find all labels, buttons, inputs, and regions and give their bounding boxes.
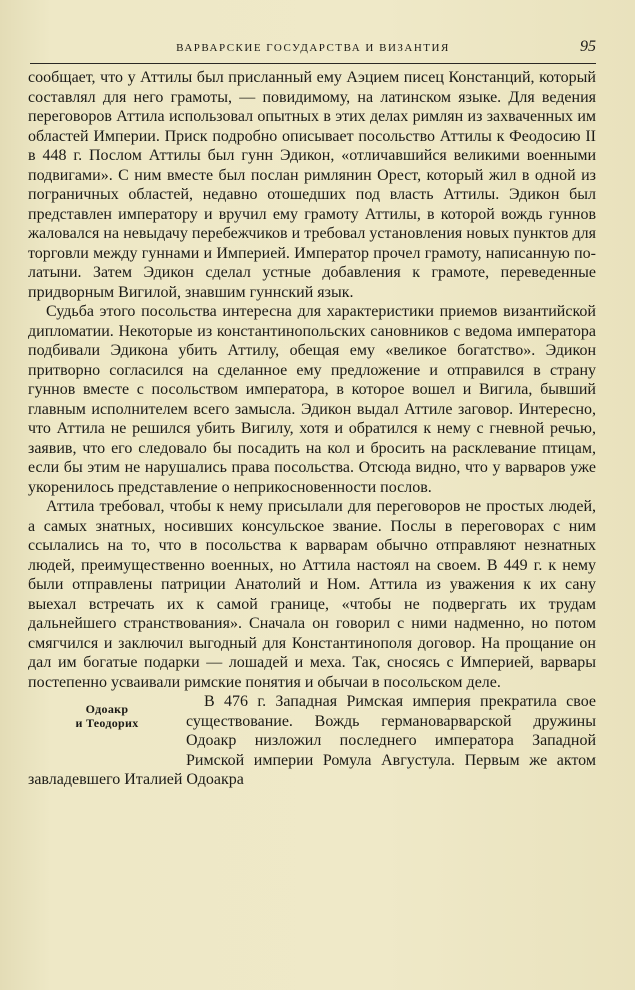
- body-text: [28, 68, 596, 790]
- margin-heading-line-1: Одоакр: [85, 702, 129, 716]
- margin-heading: [28, 692, 186, 762]
- paragraph-2: Судьба этого посольства интересна для характеристики приемов византийской дипломатии. Некоторые из константинопольских сановников с ведома императора подбивали Эдикона убить Аттилу, обещая ему «великое богатство». Эдикон притворно согласился на сделанное ему предложение и отправился в страну гуннов вместе с посольством императора, в которое вошел и Вигила, бывший главным исполнителем всего замысла. Эдикон выдал Аттиле заговор. Интересно, что Аттила не решился убить Вигилу, хотя и обратился к нему с гневной речью, заявив, что его следовало бы посадить на кол и бросить на расклевание птицам, если бы этим не нарушались права посольства. Отсюда видно, что у варваров уже укоренилось представление о неприкосновенности послов.: [28, 303, 596, 496]
- running-title: ВАРВАРСКИЕ ГОСУДАРСТВА И ВИЗАНТИЯ: [176, 42, 450, 54]
- page-header: [30, 40, 596, 60]
- section-block: [28, 692, 596, 790]
- header-rule: [30, 63, 596, 64]
- page-number: 95: [580, 38, 596, 55]
- margin-heading-line-2: и Теодорих: [75, 716, 139, 730]
- paragraph-1: сообщает, что у Аттилы был присланный ему Аэцием писец Констанций, который составлял для него грамоты, — повидимому, на латинском языке. Для ведения переговоров Аттила использовал опытных в этих делах римлян из захваченных им областей Империи. Приск подробно описывает посольство Аттилы к Феодосию II в 448 г. Послом Аттилы был гунн Эдикон, «отличавшийся великими военными подвигами». С ним вместе был послан римлянин Орест, который жил в одной из пограничных областей, недавно отошедших под власть Аттилы. Эдикон был представлен императору и вручил ему грамоту Аттилы, в которой вождь гуннов жаловался на невыдачу перебежчиков и требовал установления новых пунктов для торговли между гуннами и Империей. Император прочел грамоту, написанную по-латыни. Затем Эдикон сделал устные добавления к грамоте, переведенные придворным Вигилой, знавшим гуннский язык.: [28, 69, 596, 301]
- paragraph-4: В 476 г. Западная Римская империя прекратила свое существование. Вождь германоварварской дружины Одоакр низложил последнего императора Западной Римской империи Ромула Августула. Первым же актом завладевшего Италией Одоакра: [28, 693, 596, 788]
- paragraph-3: Аттила требовал, чтобы к нему присылали для переговоров не простых людей, а самых знатных, носивших консульское звание. Послы в переговорах с ним ссылались на то, что в посольства к варварам обычно отправляют незнатных людей, преимущественно военных, но Аттила настоял на своем. В 449 г. к нему были отправлены патриции Анатолий и Ном. Аттила из уважения к их сану выехал встречать их к самой границе, «чтобы не подвергать их трудам дальнейшего странствования». Сначала он говорил с ними надменно, но потом смягчился и заключил выгодный для Константинополя договор. На прощание он дал им богатые подарки — лошадей и меха. Так, сносясь с Империей, варвары постепенно усваивали римские понятия и обычаи в посольском деле.: [28, 498, 596, 691]
